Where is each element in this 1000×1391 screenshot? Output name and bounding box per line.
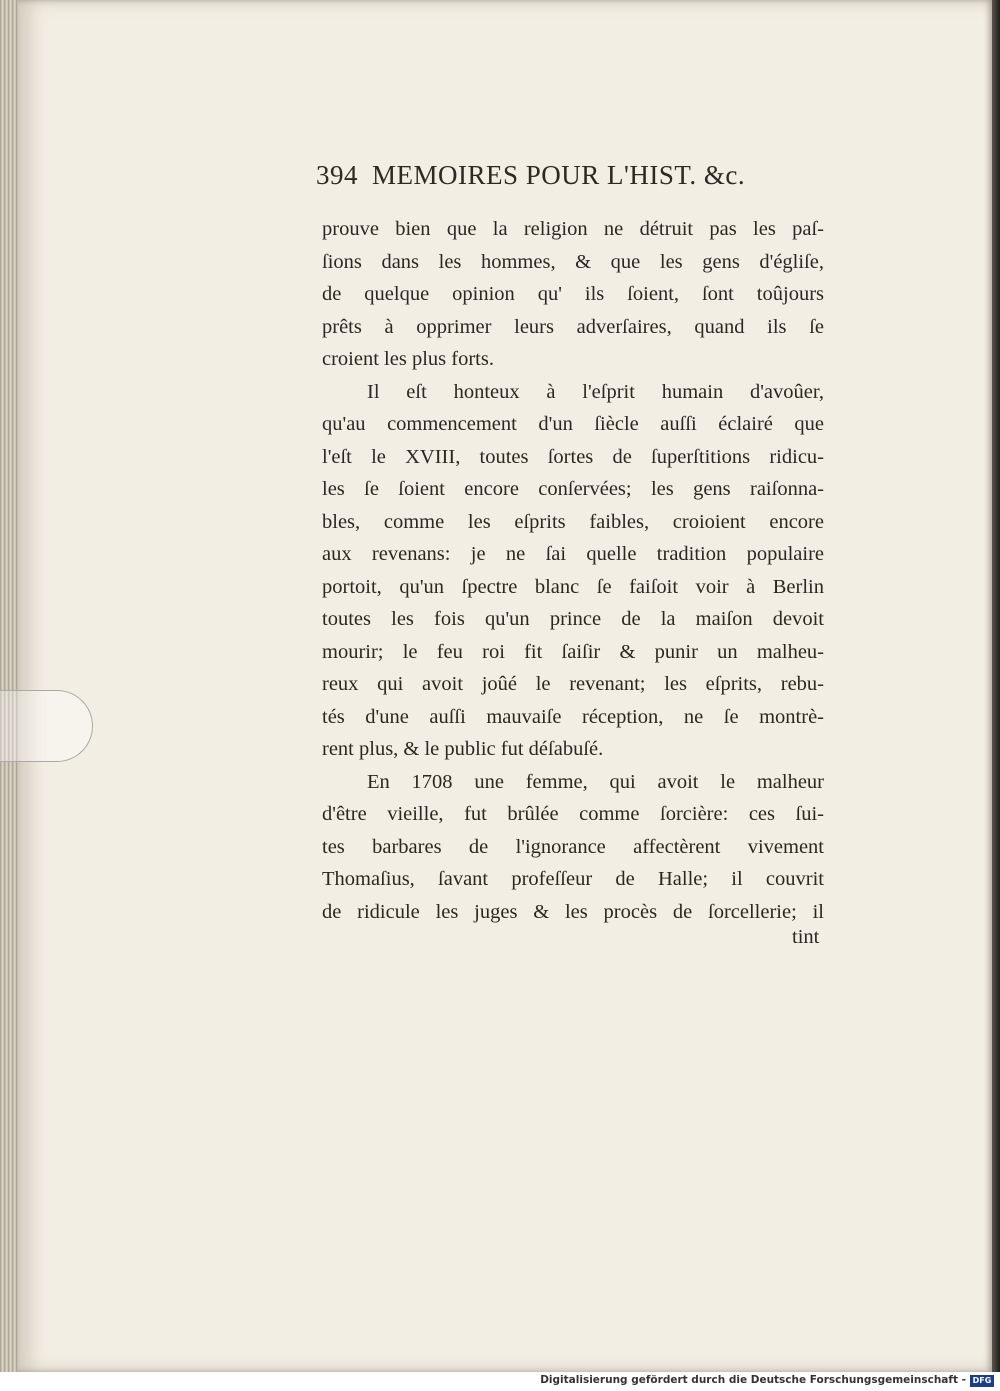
text-line: rent plus, & le public fut déſabuſé. [322, 738, 604, 760]
text-line: bles, comme les eſprits faibles, croioient encore [322, 510, 824, 533]
text-line: l'eſt le XVIII, toutes ſortes de ſuperſtitions ridicu- [322, 445, 824, 468]
text-line: portoit, qu'un ſpectre blanc ſe faiſoit voir à Berlin [322, 575, 824, 598]
text-line: ſions dans les hommes, & que les gens d'égliſe, [322, 250, 824, 273]
text-line: mourir; le feu roi fit ſaiſir & punir un malheu- [322, 640, 824, 663]
text-line: d'être vieille, fut brûlée comme ſorcière: ces ſui- [322, 803, 824, 825]
text-line: prouve bien que la religion ne détruit pas les paſ- [322, 218, 824, 240]
text-line: reux qui avoit joûé le revenant; les eſprits, rebu- [322, 673, 824, 695]
text-line: de ridicule les juges & les procès de ſorcellerie; il [322, 900, 824, 923]
text-line: croient les plus forts. [322, 348, 494, 370]
text-line: qu'au commencement d'un ſiècle auſſi éclairé que [322, 413, 824, 435]
running-head [316, 160, 826, 200]
bookmark-tab [0, 690, 93, 762]
text-line: tes barbares de l'ignorance affectèrent vivement [322, 835, 824, 858]
text-line: tés d'une auſſi mauvaiſe réception, ne ſe montrè- [322, 705, 824, 728]
page-number: 394 [316, 160, 358, 190]
catchword: tint [792, 926, 820, 948]
text-line: toutes les fois qu'un prince de la maiſon devoit [322, 608, 824, 630]
body-text [322, 213, 824, 928]
text-line: En 1708 une femme, qui avoit le malheur [367, 770, 824, 793]
text-line: les ſe ſoient encore conſervées; les gens raiſonna- [322, 478, 824, 500]
dfg-logo: DFG [970, 1375, 994, 1387]
text-line: de quelque opinion qu' ils ſoient, ſont toûjours [322, 283, 824, 305]
text-line: Il eſt honteux à l'eſprit humain d'avoûer, [367, 380, 824, 403]
text-line: Thomaſius, ſavant profeſſeur de Halle; il couvrit [322, 868, 824, 890]
page-right-rim [992, 0, 1000, 1372]
text-line: prêts à opprimer leurs adverſaires, quand ils ſe [322, 315, 824, 338]
running-title: MEMOIRES POUR L'HIST. &c. [372, 160, 746, 190]
footer-credit: Digitalisierung gefördert durch die Deutsche Forschungsgemeinschaft - [540, 1374, 966, 1386]
text-line: aux revenans: je ne ſai quelle tradition populaire [322, 543, 824, 565]
